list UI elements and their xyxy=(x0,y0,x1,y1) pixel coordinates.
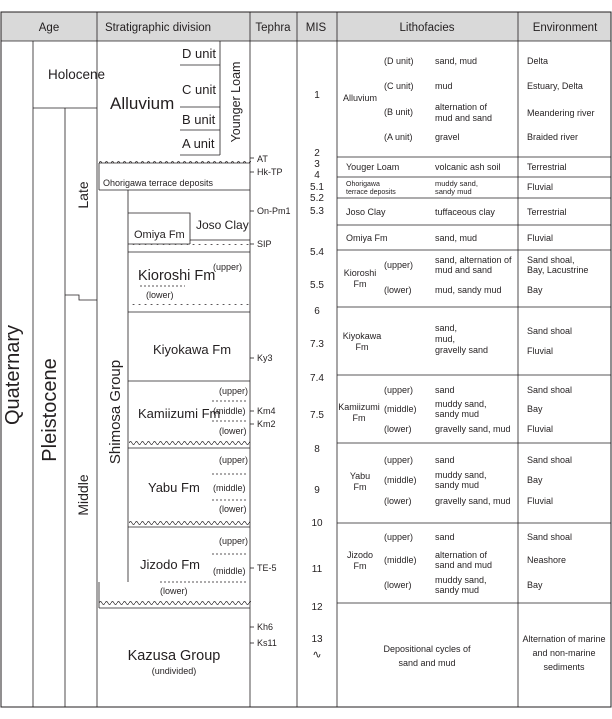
strat-kamiizumi-middle: (middle) xyxy=(213,406,246,416)
litho-yabu-lower: (lower) xyxy=(384,496,412,506)
litho-kamiizumi-1: Kamiizumi xyxy=(338,402,380,412)
env-kazusa-3: sediments xyxy=(543,662,585,672)
tephra-sip: SIP xyxy=(257,239,272,249)
env-neashore: Neashore xyxy=(527,555,567,565)
strat-kazusa-undivided: (undivided) xyxy=(151,666,197,676)
env-fluvial-ohorigawa: Fluvial xyxy=(527,182,554,192)
env-fluvial-kiyokawa: Fluvial xyxy=(527,346,554,356)
litho-yabu-1: Yabu xyxy=(349,471,371,481)
mis-7-3: 7.3 xyxy=(310,339,324,350)
litho-jizodo-upper: (upper) xyxy=(384,532,414,542)
mis-8: 8 xyxy=(314,444,320,455)
litho-ohorigawa-desc-1: muddy sand, xyxy=(435,179,478,188)
litho-jizodo-middle: (middle) xyxy=(384,555,417,565)
litho-jizodo-1: Jizodo xyxy=(346,550,374,560)
tephra-kh6: Kh6 xyxy=(257,622,274,632)
env-fluvial-yabu: Fluvial xyxy=(527,496,554,506)
env-meandering-river: Meandering river xyxy=(527,108,595,118)
strat-shimosa-group: Shimosa Group xyxy=(107,359,124,465)
litho-alluvium: Alluvium xyxy=(343,93,378,103)
env-kazusa-2: and non-marine xyxy=(532,648,596,658)
strat-kamiizumi: Kamiizumi Fm xyxy=(138,406,221,421)
litho-kiyokawa-desc-2: mud, xyxy=(435,334,456,344)
lithofacies-column xyxy=(338,56,512,668)
tephra-ks11: Ks11 xyxy=(257,638,277,648)
mis-continuation-mark: ∿ xyxy=(312,649,322,661)
litho-jizodo-middle-desc-2: sand and mud xyxy=(435,560,493,570)
strat-jizodo-upper: (upper) xyxy=(219,536,249,546)
litho-younger-loam: Youger Loam xyxy=(346,162,400,172)
strat-kazusa-group: Kazusa Group xyxy=(127,648,221,664)
litho-kiyokawa-2: Fm xyxy=(355,342,369,352)
env-fluvial-kamiizumi: Fluvial xyxy=(527,424,554,434)
strat-yabu-lower: (lower) xyxy=(219,504,247,514)
strat-b-unit: B unit xyxy=(182,112,216,127)
litho-ohorigawa-1: Ohorigawa xyxy=(346,181,380,188)
strat-yabu-upper: (upper) xyxy=(219,455,249,465)
litho-kiyokawa-1: Kiyokawa xyxy=(342,331,382,341)
litho-yabu-lower-desc: gravelly sand, mud xyxy=(435,496,511,506)
litho-yabu-middle: (middle) xyxy=(384,475,417,485)
litho-kioroshi-upper-desc-1: sand, alternation of xyxy=(435,255,512,265)
strat-kamiizumi-lower: (lower) xyxy=(219,426,247,436)
unconformity-kazusa xyxy=(99,600,251,608)
age-pleistocene: Pleistocene xyxy=(39,358,61,462)
litho-b-unit: (B unit) xyxy=(384,107,414,117)
unconformity-alluvium xyxy=(99,155,251,163)
mis-12: 12 xyxy=(311,602,323,613)
litho-a-desc: gravel xyxy=(435,132,460,142)
litho-b-desc-2: mud and sand xyxy=(435,113,493,123)
header-stratigraphic-division: Stratigraphic division xyxy=(104,22,212,34)
age-column xyxy=(2,41,105,707)
mis-3: 3 xyxy=(314,159,320,170)
litho-joso-desc: tuffaceous clay xyxy=(435,207,495,217)
litho-c-desc: mud xyxy=(435,81,453,91)
strat-omiya: Omiya Fm xyxy=(134,229,185,241)
tephra-km4: Km4 xyxy=(257,406,276,416)
strat-kioroshi-lower: (lower) xyxy=(146,290,174,300)
mis-5-4: 5.4 xyxy=(310,247,324,258)
mis-5-1: 5.1 xyxy=(310,182,324,193)
strat-ohorigawa: Ohorigawa terrace deposits xyxy=(103,178,214,188)
litho-kamiizumi-lower-desc: gravelly sand, mud xyxy=(435,424,511,434)
litho-kioroshi-upper: (upper) xyxy=(384,260,414,270)
tephra-ky3: Ky3 xyxy=(257,353,273,363)
header-environment: Environment xyxy=(532,22,598,34)
header-age: Age xyxy=(38,22,60,34)
tephra-km2: Km2 xyxy=(257,419,276,429)
litho-kamiizumi-lower: (lower) xyxy=(384,424,412,434)
litho-kazusa-desc-2: sand and mud xyxy=(398,658,456,668)
litho-kamiizumi-upper-desc: sand xyxy=(435,385,455,395)
strat-c-unit: C unit xyxy=(182,82,216,97)
mis-4: 4 xyxy=(314,170,320,181)
strat-kamiizumi-upper: (upper) xyxy=(219,386,249,396)
litho-yabu-upper: (upper) xyxy=(384,455,414,465)
mis-10: 10 xyxy=(311,518,323,529)
litho-d-desc: sand, mud xyxy=(435,56,478,66)
env-bay-jizodo: Bay xyxy=(527,580,543,590)
litho-kamiizumi-middle-desc-2: sandy mud xyxy=(435,409,480,419)
litho-younger-loam-desc: volcanic ash soil xyxy=(435,162,501,172)
litho-omiya: Omiya Fm xyxy=(346,233,388,243)
litho-yabu-upper-desc: sand xyxy=(435,455,455,465)
env-sand-shoal-kioroshi: Sand shoal, xyxy=(527,255,575,265)
header-tephra: Tephra xyxy=(255,22,291,34)
mis-5-3: 5.3 xyxy=(310,206,324,217)
unconformity-kioroshi xyxy=(129,244,250,252)
litho-kioroshi-lower-desc: mud, sandy mud xyxy=(435,285,502,295)
litho-c-unit: (C unit) xyxy=(384,81,414,91)
env-terrestrial-loam: Terrestrial xyxy=(527,162,567,172)
litho-kamiizumi-middle-desc-1: muddy sand, xyxy=(435,399,487,409)
env-bay-lacustrine: Bay, Lacustrine xyxy=(527,265,589,275)
strat-yabu-middle: (middle) xyxy=(213,483,246,493)
strat-joso-clay: Joso Clay xyxy=(196,218,249,232)
tephra-on-pm1: On-Pm1 xyxy=(257,206,291,216)
strat-yabu: Yabu Fm xyxy=(148,480,200,495)
tephra-at: AT xyxy=(257,154,268,164)
tephra-hk-tp: Hk-TP xyxy=(257,167,283,177)
env-estuary-delta: Estuary, Delta xyxy=(527,81,583,91)
strat-younger-loam: Younger Loam xyxy=(229,61,243,143)
env-sand-shoal-kamiizumi: Sand shoal xyxy=(527,385,573,395)
mis-5-2: 5.2 xyxy=(310,193,324,204)
mis-5-5: 5.5 xyxy=(310,280,324,291)
litho-kamiizumi-upper: (upper) xyxy=(384,385,414,395)
env-braided-river: Braided river xyxy=(527,132,579,142)
strat-jizodo-lower: (lower) xyxy=(160,586,188,596)
env-terrestrial-joso: Terrestrial xyxy=(527,207,567,217)
env-sand-shoal-jizodo: Sand shoal xyxy=(527,532,573,542)
strat-jizodo: Jizodo Fm xyxy=(140,557,200,572)
strat-a-unit: A unit xyxy=(182,136,215,151)
mis-7-5: 7.5 xyxy=(310,410,324,421)
age-middle: Middle xyxy=(75,474,91,516)
strat-jizodo-middle: (middle) xyxy=(213,566,246,576)
litho-kiyokawa-desc-3: gravelly sand xyxy=(435,345,489,355)
stratigraphic-column xyxy=(99,41,251,676)
mis-7-4: 7.4 xyxy=(310,373,324,384)
tephra-te-5: TE-5 xyxy=(257,563,277,573)
env-fluvial-omiya: Fluvial xyxy=(527,233,554,243)
env-sand-shoal-yabu: Sand shoal xyxy=(527,455,573,465)
strat-kiyokawa: Kiyokawa Fm xyxy=(153,342,232,357)
env-bay-kioroshi: Bay xyxy=(527,285,543,295)
litho-yabu-middle-desc-2: sandy mud xyxy=(435,480,480,490)
litho-kamiizumi-middle: (middle) xyxy=(384,404,417,414)
litho-jizodo-upper-desc: sand xyxy=(435,532,455,542)
env-bay-kamiizumi: Bay xyxy=(527,404,543,414)
litho-joso-clay: Joso Clay xyxy=(346,207,386,217)
litho-yabu-middle-desc-1: muddy sand, xyxy=(435,470,487,480)
litho-kioroshi-2: Fm xyxy=(353,279,367,289)
env-sand-shoal-kiyokawa: Sand shoal xyxy=(527,326,573,336)
strat-kioroshi-upper: (upper) xyxy=(213,262,243,272)
age-late: Late xyxy=(75,181,91,209)
age-holocene: Holocene xyxy=(48,67,106,82)
litho-ohorigawa-desc-2: sandy mud xyxy=(435,187,472,196)
litho-kioroshi-upper-desc-2: mud and sand xyxy=(435,265,493,275)
tephra-column xyxy=(250,41,291,707)
litho-jizodo-lower: (lower) xyxy=(384,580,412,590)
strat-d-unit: D unit xyxy=(182,46,216,61)
litho-jizodo-lower-desc-2: sandy mud xyxy=(435,585,480,595)
litho-jizodo-lower-desc-1: muddy sand, xyxy=(435,575,487,585)
litho-yabu-2: Fm xyxy=(353,482,367,492)
litho-kioroshi-lower: (lower) xyxy=(384,285,412,295)
mis-9: 9 xyxy=(314,485,320,496)
litho-a-unit: (A unit) xyxy=(384,132,413,142)
litho-kioroshi-1: Kioroshi xyxy=(343,268,377,278)
litho-d-unit: (D unit) xyxy=(384,56,414,66)
strat-alluvium: Alluvium xyxy=(110,94,175,113)
litho-kiyokawa-desc-1: sand, xyxy=(435,323,458,333)
unconformity-yabu xyxy=(129,440,250,448)
tephra-ticks xyxy=(250,158,254,643)
unconformity-kamiizumi xyxy=(129,373,250,381)
strat-kioroshi: Kioroshi Fm xyxy=(138,268,216,284)
litho-ohorigawa-2: terrace deposits xyxy=(346,189,396,196)
environment-column xyxy=(522,56,605,672)
env-bay-yabu: Bay xyxy=(527,475,543,485)
age-quaternary: Quaternary xyxy=(2,324,24,426)
litho-kamiizumi-2: Fm xyxy=(352,413,366,423)
header-lithofacies: Lithofacies xyxy=(399,22,455,34)
litho-jizodo-middle-desc-1: alternation of xyxy=(435,550,488,560)
mis-13: 13 xyxy=(311,634,323,645)
litho-kazusa-desc-1: Depositional cycles of xyxy=(383,644,471,654)
litho-b-desc-1: alternation of xyxy=(435,102,488,112)
header-mis: MIS xyxy=(305,22,327,34)
mis-2: 2 xyxy=(314,148,320,159)
mis-column xyxy=(310,90,324,661)
mis-6: 6 xyxy=(314,306,320,317)
unconformity-kiyokawa xyxy=(129,304,250,312)
litho-jizodo-2: Fm xyxy=(353,561,367,571)
litho-omiya-desc: sand, mud xyxy=(435,233,478,243)
unconformity-jizodo xyxy=(129,519,250,527)
mis-11: 11 xyxy=(311,564,323,575)
mis-1: 1 xyxy=(314,90,320,101)
env-delta: Delta xyxy=(527,56,549,66)
env-kazusa-1: Alternation of marine xyxy=(522,634,606,644)
